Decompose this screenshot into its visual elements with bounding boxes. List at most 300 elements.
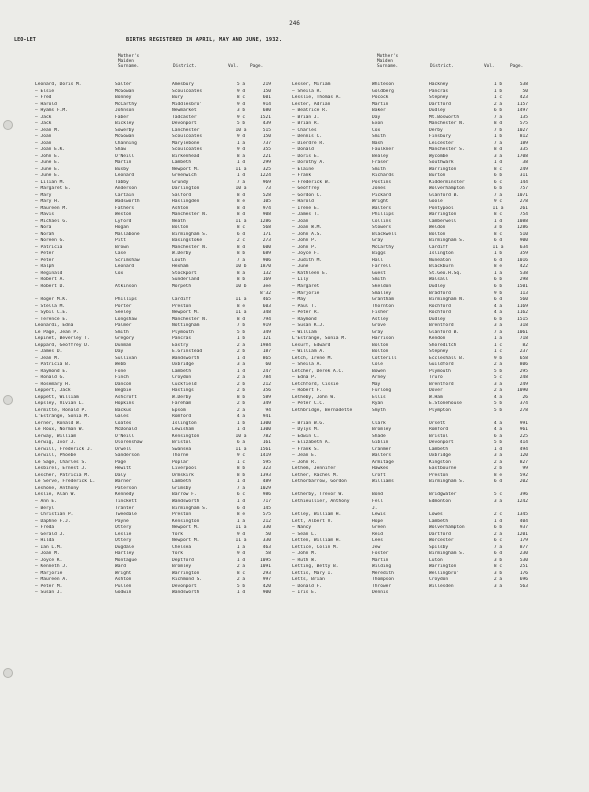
entry-volume: 8 e [493, 264, 503, 270]
entry-volume: 8 d [236, 212, 246, 218]
entry-volume: 1 d [236, 368, 246, 374]
entry-district: Guildford [429, 362, 454, 368]
entry-volume: 5 c [493, 375, 503, 381]
entry-maiden-name: Finch [115, 375, 129, 381]
entry-surname: — Peter [35, 257, 55, 263]
entry-district: Plymouth [429, 368, 451, 374]
entry-page: 299 [262, 160, 271, 166]
entry-district: Truro [429, 375, 443, 381]
entry-district: Preston [172, 512, 192, 518]
entry-district: Bolton [172, 225, 189, 231]
entry-volume: 1 a [236, 544, 246, 550]
entry-page: 330 [262, 525, 271, 531]
entry-district: Stockport [172, 270, 197, 276]
entry-surname: Letheby, John W. [292, 394, 336, 400]
entry-maiden-name: J. [372, 505, 378, 511]
entry-district: Kendon [429, 336, 446, 342]
entry-district: Devonport [172, 121, 197, 127]
entry-maiden-name: Lees [372, 538, 383, 544]
entry-page: 249 [519, 381, 528, 387]
entry-page: 420 [262, 583, 271, 589]
entry-page: 161 [262, 440, 271, 446]
entry-volume: 1 b [493, 88, 503, 94]
entry-maiden-name: O'Neill [115, 153, 135, 159]
entry-surname: — Beatrice R. [292, 108, 328, 114]
entry-district: Poplar [172, 459, 189, 465]
entry-surname: — Gordon C. [292, 192, 323, 198]
entry-maiden-name: Mallabone [115, 231, 140, 237]
entry-maiden-name: Ashton [115, 577, 132, 583]
entry-page: 914 [262, 101, 271, 107]
entry-surname: — John P. [292, 244, 317, 250]
entry-page: 991 [519, 420, 528, 426]
entry-page: 1091 [260, 564, 271, 570]
entry-page: 494 [519, 446, 528, 452]
entry-district: Kensington [172, 433, 200, 439]
entry-district: Croydon [172, 375, 192, 381]
entry-district: Plympton [429, 407, 451, 413]
entry-maiden-name: Orwell [115, 446, 132, 452]
entry-page: 144 [519, 179, 528, 185]
entry-maiden-name: Blackwell [372, 231, 397, 237]
entry-page: 1300 [260, 420, 271, 426]
entry-volume: 6 d [493, 238, 503, 244]
entry-volume: 8 c [493, 212, 503, 218]
entry-volume: 1 d [493, 160, 503, 166]
entry-district: Edmonton [429, 499, 451, 504]
vol-header-right: Vol. [484, 64, 495, 69]
entry-district: Hastings [172, 388, 194, 394]
entry-surname: — Raymond E. [35, 368, 68, 374]
entry-volume: 2 c [493, 512, 503, 518]
entry-volume: 8 b [236, 466, 246, 472]
entry-district: Camberwell [429, 218, 457, 224]
entry-volume: 5 b [493, 368, 503, 374]
entry-surname: Lether, Rachel M. [292, 472, 339, 478]
entry-page: 82 [522, 342, 528, 348]
entry-page: 718 [519, 336, 528, 342]
entry-surname: — Sheila R. [292, 88, 323, 94]
entry-volume: 8 d [493, 121, 503, 127]
entry-surname: — Beryl [35, 505, 55, 511]
entry-district: Preston [172, 303, 192, 309]
entry-page: 510 [519, 231, 528, 237]
entry-surname: Leppett, William [35, 394, 79, 400]
entry-volume: 3 b [236, 108, 246, 114]
entry-maiden-name: Tabby [115, 179, 129, 185]
entry-volume: 11 a [492, 205, 504, 211]
entry-maiden-name: Shade [372, 433, 386, 439]
entry-district: Newport M. [172, 166, 200, 172]
punch-hole [3, 668, 13, 678]
entry-volume: 9 d [236, 531, 246, 537]
entry-page: 969 [262, 179, 271, 185]
entry-maiden-name: Grantham [372, 297, 394, 303]
entry-district: Warrington [172, 570, 200, 576]
entry-surname: — Frank [292, 173, 312, 179]
entry-volume: 1 d [236, 355, 246, 361]
entry-volume: 2 a [493, 577, 503, 583]
entry-surname: — Christian P. [35, 512, 74, 518]
entry-district: Pancras [429, 88, 449, 94]
entry-district: Stepney [429, 349, 449, 355]
entry-maiden-name: Fisher [372, 310, 389, 316]
entry-maiden-name: Reid [372, 531, 383, 537]
entry-page: 356 [262, 388, 271, 394]
entry-district: Scoulcoates [172, 147, 203, 153]
entry-volume: 7 a [236, 485, 246, 491]
entry-volume: 1 c [493, 342, 503, 348]
entry-district: Bolton [429, 231, 446, 237]
entry-volume: 8 e [236, 303, 246, 309]
entry-maiden-name: Ellis [372, 394, 386, 400]
entry-page: 1061 [517, 329, 528, 335]
entry-page: 568 [262, 225, 271, 231]
entry-surname: Le Page, Jean P. [35, 329, 79, 335]
entry-surname: — Robert A. [35, 277, 66, 283]
entry-maiden-name: Brown [115, 244, 129, 250]
entry-maiden-name: Smith [115, 329, 129, 335]
entry-volume: 10 b [235, 264, 247, 270]
entry-surname: Lester, Adrian [292, 101, 331, 107]
entry-surname: — Jack [35, 114, 52, 120]
entry-district: Lambeth [172, 479, 192, 485]
entry-volume: 2 b [236, 349, 246, 355]
entry-district: Wandsworth [172, 590, 200, 596]
entry-page: 439 [262, 121, 271, 127]
entry-maiden-name: Furlong [372, 388, 392, 394]
entry-surname: Letchford, Cissie [292, 381, 339, 387]
entry-maiden-name: Payne [115, 518, 129, 524]
entry-surname: — Fred [35, 95, 52, 101]
entry-maiden-name: Meredith [372, 570, 394, 576]
entry-page: 465 [262, 297, 271, 303]
entry-volume: 8 e [493, 472, 503, 478]
entry-volume: 7 b [236, 323, 246, 329]
entry-surname: — Marjorie [292, 290, 320, 296]
entry-page: 311 [519, 173, 528, 179]
entry-maiden-name: Seeley [115, 310, 132, 316]
entry-page: 538 [519, 270, 528, 276]
entry-district: Scoulcoates [172, 88, 203, 94]
entry-volume: 4 a [236, 414, 246, 420]
entry-surname: — Joan [35, 140, 52, 146]
entry-volume: 8 d [236, 192, 246, 198]
entry-district: Warrington [429, 564, 457, 570]
entry-volume: 6 d [493, 257, 503, 263]
entry-maiden-name: Bolton [372, 342, 389, 348]
entry-surname: — June E. [35, 173, 60, 179]
entry-district: Lowes [429, 512, 443, 518]
entry-volume: 5 b [236, 121, 246, 127]
entry-page: 1095 [260, 557, 271, 563]
entry-district: Salford [172, 192, 192, 198]
entry-surname: Letherby, Trevor W. [292, 492, 345, 498]
entry-district: Dudley [429, 316, 446, 322]
entry-maiden-name: Thornton [372, 303, 394, 309]
entry-surname: — John E. [35, 153, 60, 159]
entry-surname: — Joan [35, 134, 52, 140]
entry-maiden-name: Case [115, 251, 126, 257]
entry-maiden-name: Thrower [372, 583, 392, 589]
entry-page: 396 [519, 492, 528, 498]
entry-surname: — Peter R. [292, 310, 320, 316]
entry-maiden-name: Ryan [372, 401, 383, 407]
entry-volume: 9 d [236, 88, 246, 94]
entry-district: Scoulcoates [172, 134, 203, 140]
entry-surname: Lethorbarrow, Gordon [292, 479, 347, 485]
entry-district: Bridgwater [429, 492, 457, 498]
entry-volume: 9 d [236, 147, 246, 153]
entry-volume: 2 a [493, 531, 503, 537]
entry-surname: — Frank S. [292, 446, 320, 452]
entry-page: 696 [519, 577, 528, 583]
entry-district: Lambeth [429, 446, 449, 452]
entry-page: 221 [262, 153, 271, 159]
entry-volume: 2 a [493, 459, 503, 465]
entry-district: Wandsworth [172, 499, 200, 504]
entry-maiden-name: Faber [115, 114, 129, 120]
entry-district: Birmingham S. [429, 238, 465, 244]
entry-surname: — June E. [35, 160, 60, 166]
entry-maiden-name: Leonard [115, 173, 135, 179]
entry-district: Dudley [429, 108, 446, 114]
entry-page: 528 [262, 192, 271, 198]
entry-volume: 6 a [493, 433, 503, 439]
entry-maiden-name: Giblin [372, 440, 389, 446]
entry-surname: — Nora [35, 225, 52, 231]
entry-volume: 1 b [493, 251, 503, 257]
entry-maiden-name: Green [372, 525, 386, 531]
entry-page: 900 [262, 590, 271, 596]
entry-district: Nuneaton [429, 257, 451, 263]
entry-maiden-name: Arney [372, 375, 386, 381]
entry-maiden-name: Longshaw [115, 316, 137, 322]
entry-surname: — Brian W.G. [292, 420, 325, 426]
entry-volume: 2 c [236, 238, 246, 244]
entry-maiden-name: Martin [372, 557, 389, 563]
entry-maiden-name: Lewis [372, 512, 386, 518]
entry-maiden-name: Weston [115, 212, 132, 218]
entry-district: Haslingden [172, 199, 200, 205]
entry-page: 689 [262, 251, 271, 257]
entry-district: E.Stonehouse [429, 401, 462, 407]
entry-page: 212 [262, 518, 271, 524]
entry-surname: Lerner, Ronald W. [35, 420, 82, 426]
entry-surname: — Patricia [35, 244, 63, 250]
entry-page: 189 [519, 140, 528, 146]
entry-district: Preston [429, 472, 449, 478]
entry-district: Richmond S. [172, 577, 203, 583]
entry-maiden-name: Fraser [372, 160, 389, 166]
entry-volume: 6 b [493, 186, 503, 192]
entry-volume: 6 b [493, 108, 503, 114]
entry-district: Morpeth [172, 283, 192, 289]
entry-page: 919 [262, 323, 271, 329]
entry-page: 202 [519, 479, 528, 485]
entry-maiden-name: Phillips [372, 212, 394, 218]
entry-district: Uxbridge [172, 362, 194, 368]
entry-district: Birmingham S. [172, 231, 208, 237]
entry-volume: 2 a [236, 564, 246, 570]
entry-surname: — Susan J. [35, 590, 63, 596]
entry-page: 121 [262, 336, 271, 342]
entry-district: Manchester N. [429, 121, 465, 127]
entry-surname: — Ruth W. [292, 557, 317, 563]
entry-surname: — Terence E. [35, 316, 68, 322]
entry-surname: — June [292, 264, 309, 270]
entry-surname: — Frederick W. [292, 179, 331, 185]
entry-page: 589 [262, 394, 271, 400]
entry-surname: Letcher, Derek A.C. [292, 368, 345, 374]
entry-surname: Leonard, Doris M. [35, 82, 82, 87]
entry-maiden-name: Jew [372, 544, 381, 550]
entry-volume: 6 b [493, 173, 503, 179]
entry-district: W.Ham [429, 394, 443, 400]
entry-volume: 1 c [236, 459, 246, 465]
entry-page: 150 [262, 134, 271, 140]
entry-volume: 7 a [493, 329, 503, 335]
entry-maiden-name: Bond [372, 492, 383, 498]
entry-volume: 9 b [493, 355, 503, 361]
entry-page: 515 [262, 127, 271, 133]
entry-page: 603 [262, 303, 271, 309]
entry-page: 900 [519, 238, 528, 244]
entry-page: 295 [519, 368, 528, 374]
entry-page: 1708 [517, 153, 528, 159]
entry-page: 99 [522, 466, 528, 472]
entry-volume: 10 a [235, 127, 247, 133]
entry-district: Deptford [172, 557, 194, 563]
entry-volume: 1 c [493, 349, 503, 355]
entry-volume: 1 a [236, 518, 246, 524]
entry-volume: 2 b [236, 381, 246, 387]
entry-maiden-name: McGowan [115, 88, 135, 94]
entry-surname: — Brian J. [292, 114, 320, 120]
entry-page: 349 [262, 329, 271, 335]
entry-maiden-name: Armitage [372, 459, 394, 465]
entry-volume: 2 a [493, 362, 503, 368]
entry-page: 1870 [260, 264, 271, 270]
punch-hole [3, 395, 13, 405]
entry-district: Plymouth [172, 329, 194, 335]
entry-maiden-name: Gray [372, 329, 383, 335]
maiden-surname-header-right: Mother's Maiden Surname. [377, 54, 399, 69]
entry-page: 187 [262, 349, 271, 355]
entry-page: 1300 [260, 427, 271, 433]
entry-district: Liverpool [172, 466, 197, 472]
entry-page: 150 [262, 88, 271, 94]
entry-volume: 10 b [235, 283, 247, 289]
entry-volume: 6 b [493, 277, 503, 283]
entry-maiden-name: Montague [115, 557, 137, 563]
entry-maiden-name: Wilding [372, 564, 392, 570]
entry-district: Eccleshall B. [429, 355, 465, 361]
entry-maiden-name: Lyford [115, 218, 132, 224]
entry-maiden-name: Johnson [115, 108, 135, 114]
entry-district: Wandsworth [172, 355, 200, 361]
entry-page: 530 [519, 557, 528, 563]
entry-surname: — Sheila A. [292, 362, 323, 368]
entry-maiden-name: Hartley [115, 551, 135, 557]
entry-district: Birmingham S. [429, 479, 465, 485]
entry-volume: 10 a [235, 186, 247, 192]
entry-volume: 1 d [236, 427, 246, 433]
entry-surname: — Noreen G. [35, 238, 66, 244]
entry-surname: — Lily [292, 277, 309, 283]
entry-maiden-name: Ottery [115, 525, 132, 531]
entry-surname: Lesslie, Thomas A. [292, 95, 342, 101]
entry-district: Birmingham N. [429, 297, 465, 303]
entry-page: 94 [265, 407, 271, 413]
entry-volume: 11 a [235, 297, 247, 303]
entry-surname: — Elaine [292, 166, 314, 172]
entry-surname: — Joyce K. [35, 557, 63, 563]
entry-surname: — John P. [292, 238, 317, 244]
entry-maiden-name: May [372, 381, 381, 387]
entry-maiden-name: Olorenshaw [115, 440, 143, 446]
entry-maiden-name: Ward [115, 564, 126, 570]
entry-volume: 1 b [493, 82, 503, 87]
entry-volume: 1 d [493, 446, 503, 452]
entry-volume: 7 a [236, 257, 246, 263]
entry-surname: Lesurf, Edward [292, 342, 331, 348]
entry-maiden-name: Jones [372, 186, 386, 192]
entry-maiden-name: Guest [372, 270, 386, 276]
entry-page: 1071 [517, 192, 528, 198]
district-header-left: District. [173, 64, 197, 69]
entry-district: Worcester [429, 538, 454, 544]
entry-district: Southwark [429, 160, 454, 166]
entry-district: Kidderminster [429, 179, 465, 185]
entry-volume: 3 b [493, 570, 503, 576]
entry-page: 1201 [517, 531, 528, 537]
entry-district: Orsett [429, 420, 446, 426]
entry-maiden-name: Whiteson [372, 82, 394, 87]
vol-header-left: Vol. [228, 64, 239, 69]
entry-surname: — Hyams F.M. [35, 108, 68, 114]
entry-surname: — John M. [292, 551, 317, 557]
entry-volume: 8 a [236, 270, 246, 276]
entry-volume: 11 a [235, 525, 247, 531]
entry-maiden-name: Dugdale [115, 544, 135, 550]
entry-volume: 2 a [236, 342, 246, 348]
entry-maiden-name: Fathers [115, 205, 135, 211]
entry-surname: Leppert, Jack [35, 388, 71, 394]
entry-surname: Le Roux, Norman W. [35, 427, 85, 433]
entry-maiden-name: Tinckett [115, 499, 137, 504]
entry-surname: — Joan E.K. [35, 147, 66, 153]
entry-page: 1286 [517, 225, 528, 231]
entry-district: Brentford [429, 323, 454, 329]
entry-page: 38 [522, 160, 528, 166]
entry-volume: 3 a [493, 381, 503, 387]
entry-page: 592 [519, 472, 528, 478]
entry-district: Swansea [172, 446, 192, 452]
entry-volume: 8 d [236, 244, 246, 250]
entry-district: Lambeth [172, 368, 192, 374]
entry-page: 179 [519, 538, 528, 544]
entry-page: 261 [519, 205, 528, 211]
entry-volume: 1 b [493, 134, 503, 140]
entry-surname: — Peter [35, 251, 55, 257]
entry-district: Dartford [429, 531, 451, 537]
entry-volume: 6 b [493, 525, 503, 531]
entry-surname: Lethbridge, Bernadette [292, 407, 353, 413]
entry-surname: — Elizabeth A. [292, 440, 331, 446]
entry-page: 135 [519, 114, 528, 120]
entry-maiden-name: Phillips [115, 297, 137, 303]
